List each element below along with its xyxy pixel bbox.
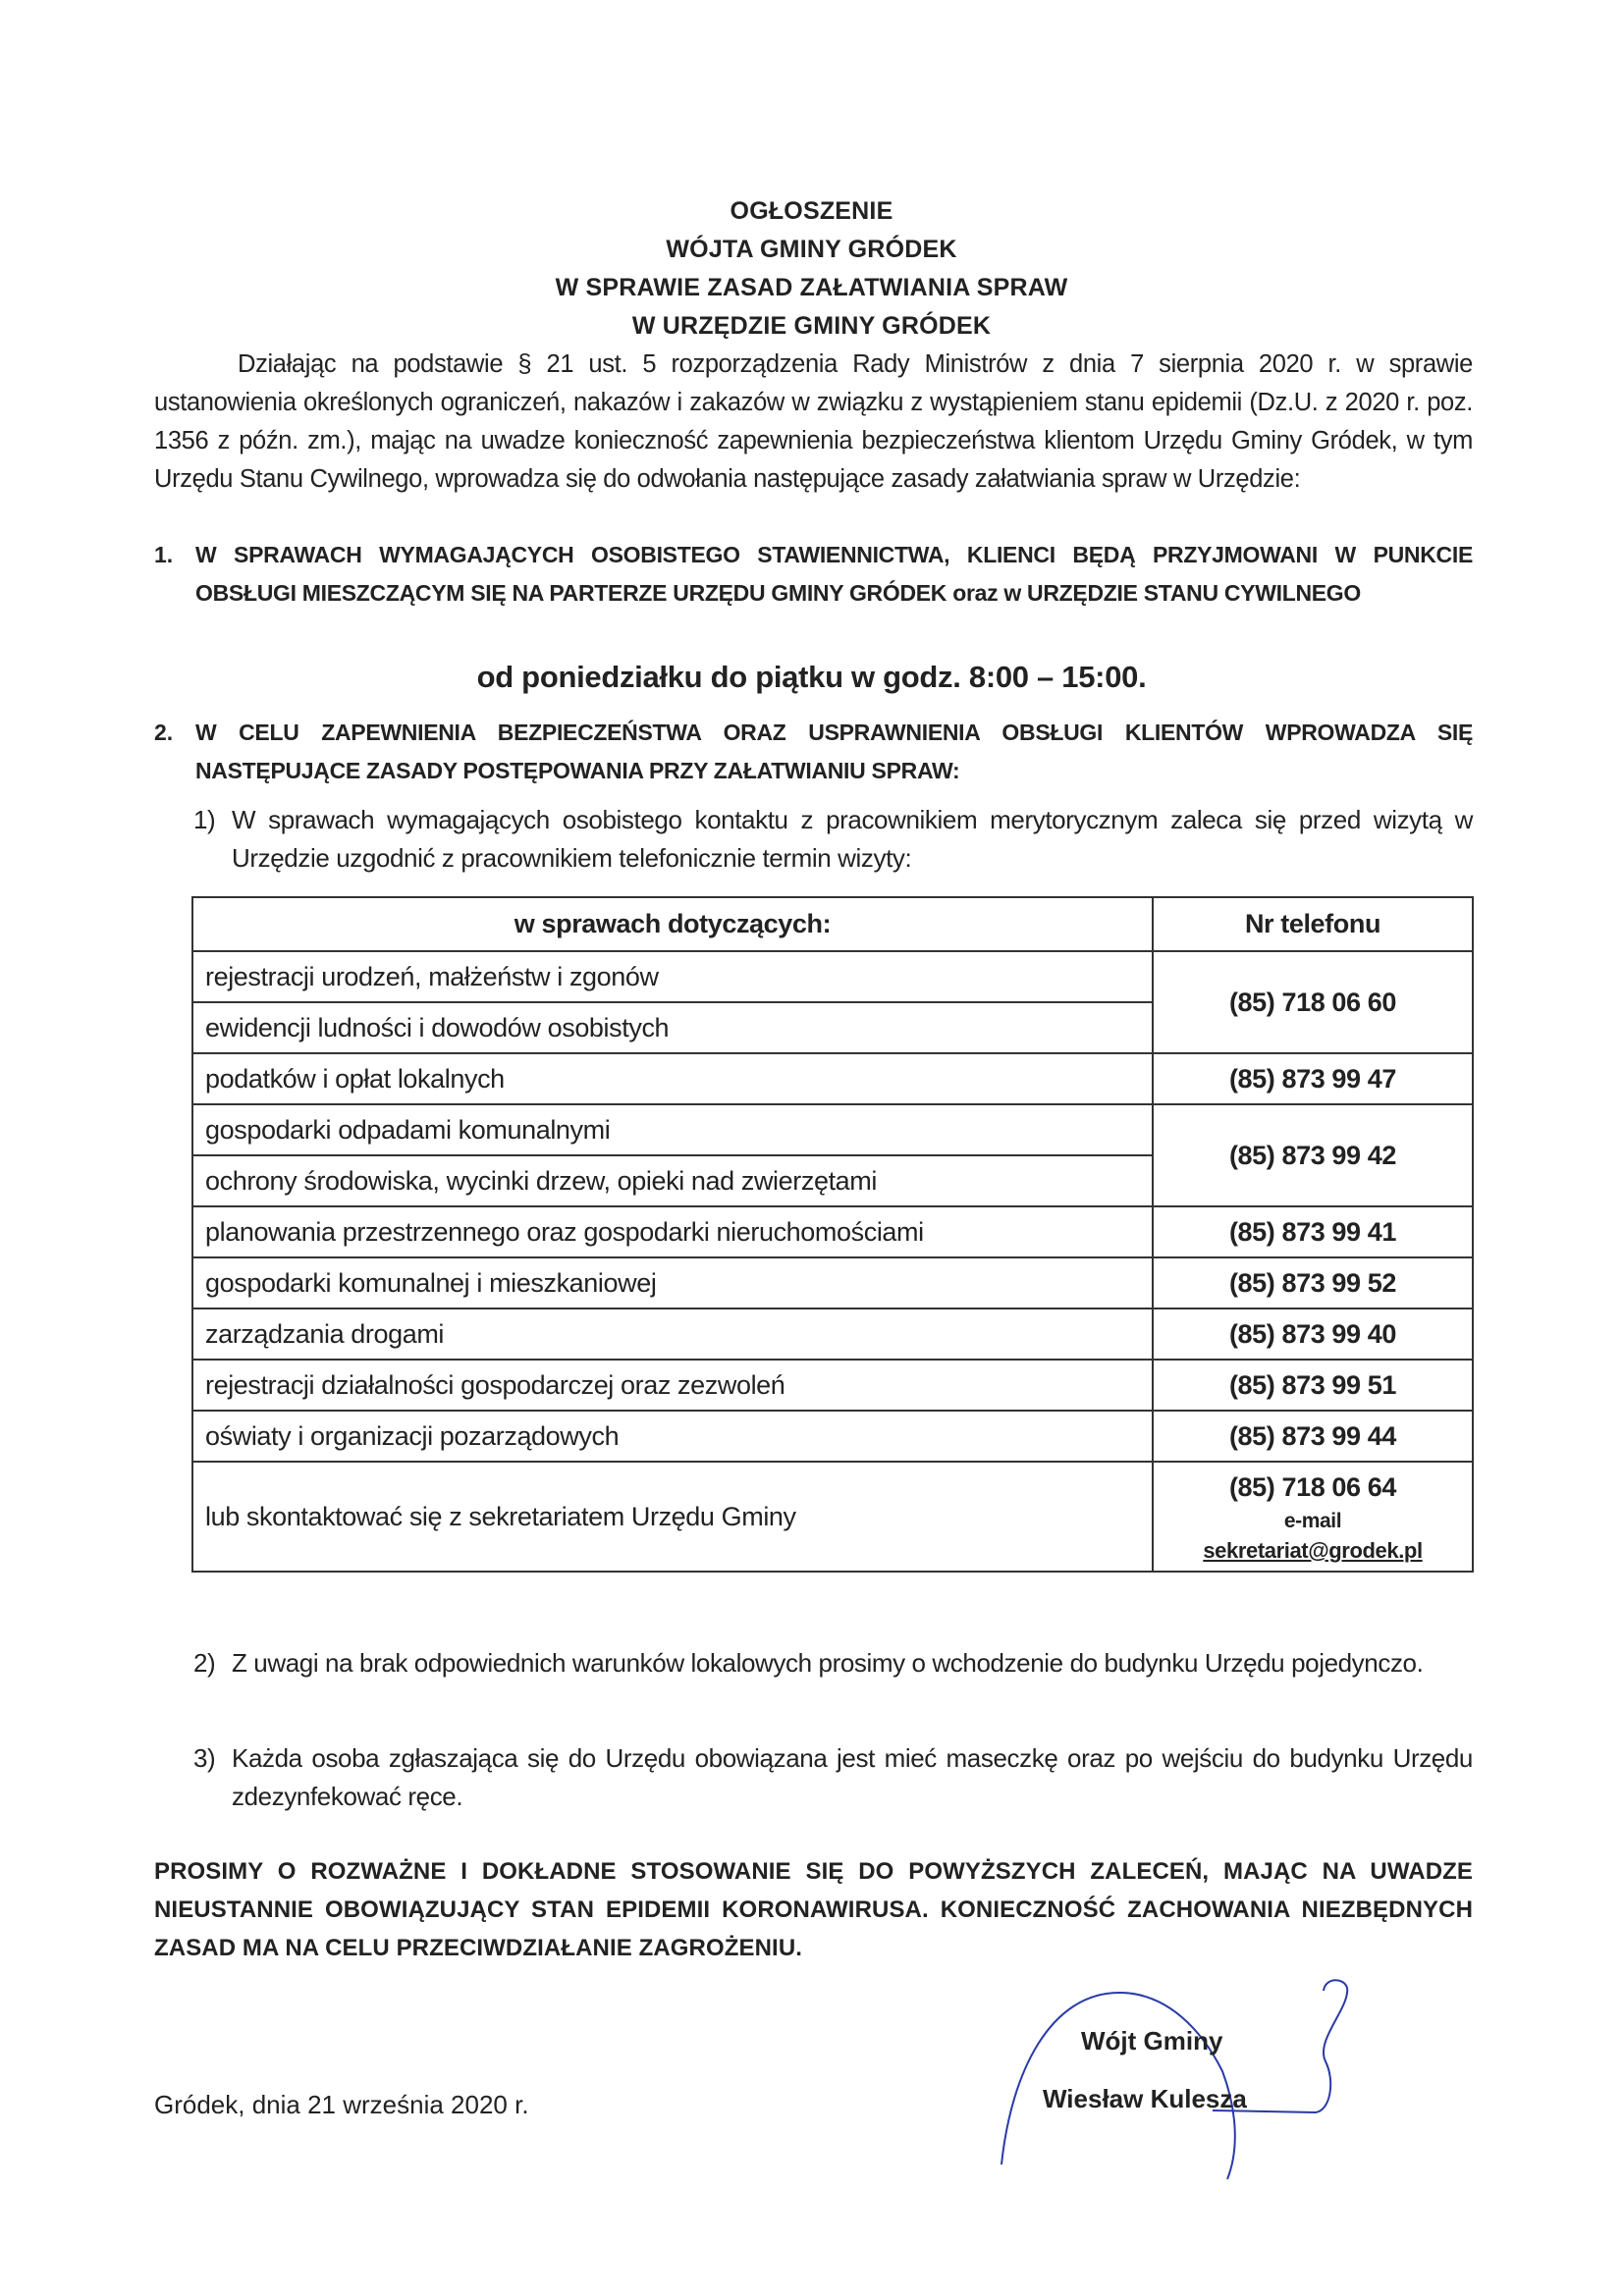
signatory-role: Wójt Gminy	[1081, 2026, 1223, 2056]
category-cell: planowania przestrzennego oraz gospodarki nieruchomościami	[192, 1206, 1153, 1257]
phone-cell: (85) 873 99 41	[1153, 1206, 1473, 1257]
category-cell: gospodarki odpadami komunalnymi	[192, 1104, 1153, 1155]
category-cell: oświaty i organizacji pozarządowych	[192, 1411, 1153, 1462]
phone-cell: (85) 873 99 47	[1153, 1053, 1473, 1104]
table-row	[192, 1053, 1473, 1104]
table-row	[192, 1308, 1473, 1360]
column-header-phone: Nr telefonu	[1153, 897, 1473, 951]
category-cell: ewidencji ludności i dowodów osobistych	[192, 1002, 1153, 1053]
phone-number: (85) 718 06 64	[1228, 1472, 1397, 1502]
section-2-text: W CELU ZAPEWNIENIA BEZPIECZEŃSTWA ORAZ USPRAWNIENIA OBSŁUGI KLIENTÓW WPROWADZA SIĘ NASTĘPUJĄCE ZASADY POSTĘPOWANIA PRZY ZAŁATWIANIU SPRAW:	[195, 720, 1473, 783]
rule-item	[193, 1644, 1473, 1682]
office-hours: od poniedziałku do piątku w godz. 8:00 – 15:00.	[476, 660, 1147, 694]
phone-cell: (85) 873 99 52	[1153, 1257, 1473, 1308]
title-line: W URZĘDZIE GMINY GRÓDEK	[631, 312, 992, 340]
intro-paragraph	[154, 346, 1473, 499]
phone-cell: (85) 718 06 60	[1153, 951, 1473, 1053]
section-2	[154, 714, 1473, 790]
phone-cell: (85) 873 99 44	[1153, 1411, 1473, 1462]
section-number: 1.	[154, 542, 174, 567]
email-label: e-mail	[1283, 1510, 1342, 1532]
category-cell: lub skontaktować się z sekretariatem Urzędu Gminy	[192, 1462, 1153, 1572]
category-cell: podatków i opłat lokalnych	[192, 1053, 1153, 1104]
rule-text: Każda osoba zgłaszająca się do Urzędu obowiązana jest mieć maseczkę oraz po wejściu do budynku Urzędu zdezynfekować ręce.	[232, 1743, 1473, 1811]
table-row	[192, 1104, 1473, 1155]
table-row	[192, 1462, 1473, 1572]
rule-text: Z uwagi na brak odpowiednich warunków lokalowych prosimy o wchodzenie do budynku Urzędu pojedynczo.	[232, 1648, 1424, 1678]
phone-cell: (85) 873 99 51	[1153, 1360, 1473, 1411]
rule-number: 2)	[193, 1648, 216, 1678]
closing-notice: PROSIMY O ROZWAŻNE I DOKŁADNE STOSOWANIE SIĘ DO POWYŻSZYCH ZALECEŃ, MAJĄC NA UWADZE NIEUSTANNIE OBOWIĄZUJĄCY STAN EPIDEMII KORONAWIRUSA. KONIECZNOŚĆ ZACHOWANIA NIEZBĘDNYCH ZASAD MA NA CELU PRZECIWDZIAŁANIE ZAGROŻENIU.	[154, 1858, 1473, 1961]
rule-item	[193, 801, 1473, 878]
rule-text: W sprawach wymagających osobistego kontaktu z pracownikiem merytorycznym zaleca się przed wizytą w Urzędzie uzgodnić z pracownikiem telefonicznie termin wizyty:	[232, 805, 1473, 873]
document-title	[0, 192, 1623, 346]
category-cell: ochrony środowiska, wycinki drzew, opieki nad zwierzętami	[192, 1155, 1153, 1206]
handwritten-signature-icon	[992, 1953, 1365, 2189]
phone-cell: (85) 873 99 40	[1153, 1308, 1473, 1360]
title-line: WÓJTA GMINY GRÓDEK	[666, 236, 957, 263]
phone-email-cell	[1153, 1462, 1473, 1572]
table-header-row	[192, 897, 1473, 951]
category-cell: zarządzania drogami	[192, 1308, 1153, 1360]
table-row	[192, 1257, 1473, 1308]
table-row	[192, 1206, 1473, 1257]
rule-number: 3)	[193, 1743, 216, 1773]
section-number: 2.	[154, 720, 174, 745]
contacts-table	[191, 896, 1474, 1573]
title-line: W SPRAWIE ZASAD ZAŁATWIANIA SPRAW	[555, 274, 1068, 301]
email-link[interactable]: sekretariat@grodek.pl	[1203, 1538, 1423, 1563]
intro-text: Działając na podstawie § 21 ust. 5 rozporządzenia Rady Ministrów z dnia 7 sierpnia 2020 r. w sprawie ustanowienia określonych ograniczeń, nakazów i zakazów w związku z wystąpieniem stanu epidemii (Dz.U. z 2020 r. poz. 1356 z późn. zm.), mając na uwadze konieczność zapewnienia bezpieczeństwa klientom Urzędu Gminy Gródek, w tym Urzędu Stanu Cywilnego, wprowadza się do odwołania następujące zasady załatwiania spraw w Urzędzie:	[154, 350, 1473, 493]
section-1-text: W SPRAWACH WYMAGAJĄCYCH OSOBISTEGO STAWIENNICTWA, KLIENCI BĘDĄ PRZYJMOWANI W PUNKCIE OBSŁUGI MIESZCZĄCYM SIĘ NA PARTERZE URZĘDU GMINY GRÓDEK oraz w URZĘDZIE STANU CYWILNEGO	[195, 542, 1473, 606]
column-header-category: w sprawach dotyczących:	[192, 897, 1153, 951]
category-cell: rejestracji urodzeń, małżeństw i zgonów	[192, 951, 1153, 1002]
rule-number: 1)	[193, 805, 216, 834]
title-line: OGŁOSZENIE	[730, 197, 893, 225]
category-cell: gospodarki komunalnej i mieszkaniowej	[192, 1257, 1153, 1308]
rule-item	[193, 1739, 1473, 1816]
place-date: Gródek, dnia 21 września 2020 r.	[154, 2090, 529, 2119]
section-1	[154, 536, 1473, 613]
phone-cell: (85) 873 99 42	[1153, 1104, 1473, 1206]
table-row	[192, 1360, 1473, 1411]
table-row	[192, 951, 1473, 1002]
category-cell: rejestracji działalności gospodarczej oraz zezwoleń	[192, 1360, 1153, 1411]
table-row	[192, 1411, 1473, 1462]
signatory-name: Wiesław Kulesza	[1043, 2084, 1247, 2113]
